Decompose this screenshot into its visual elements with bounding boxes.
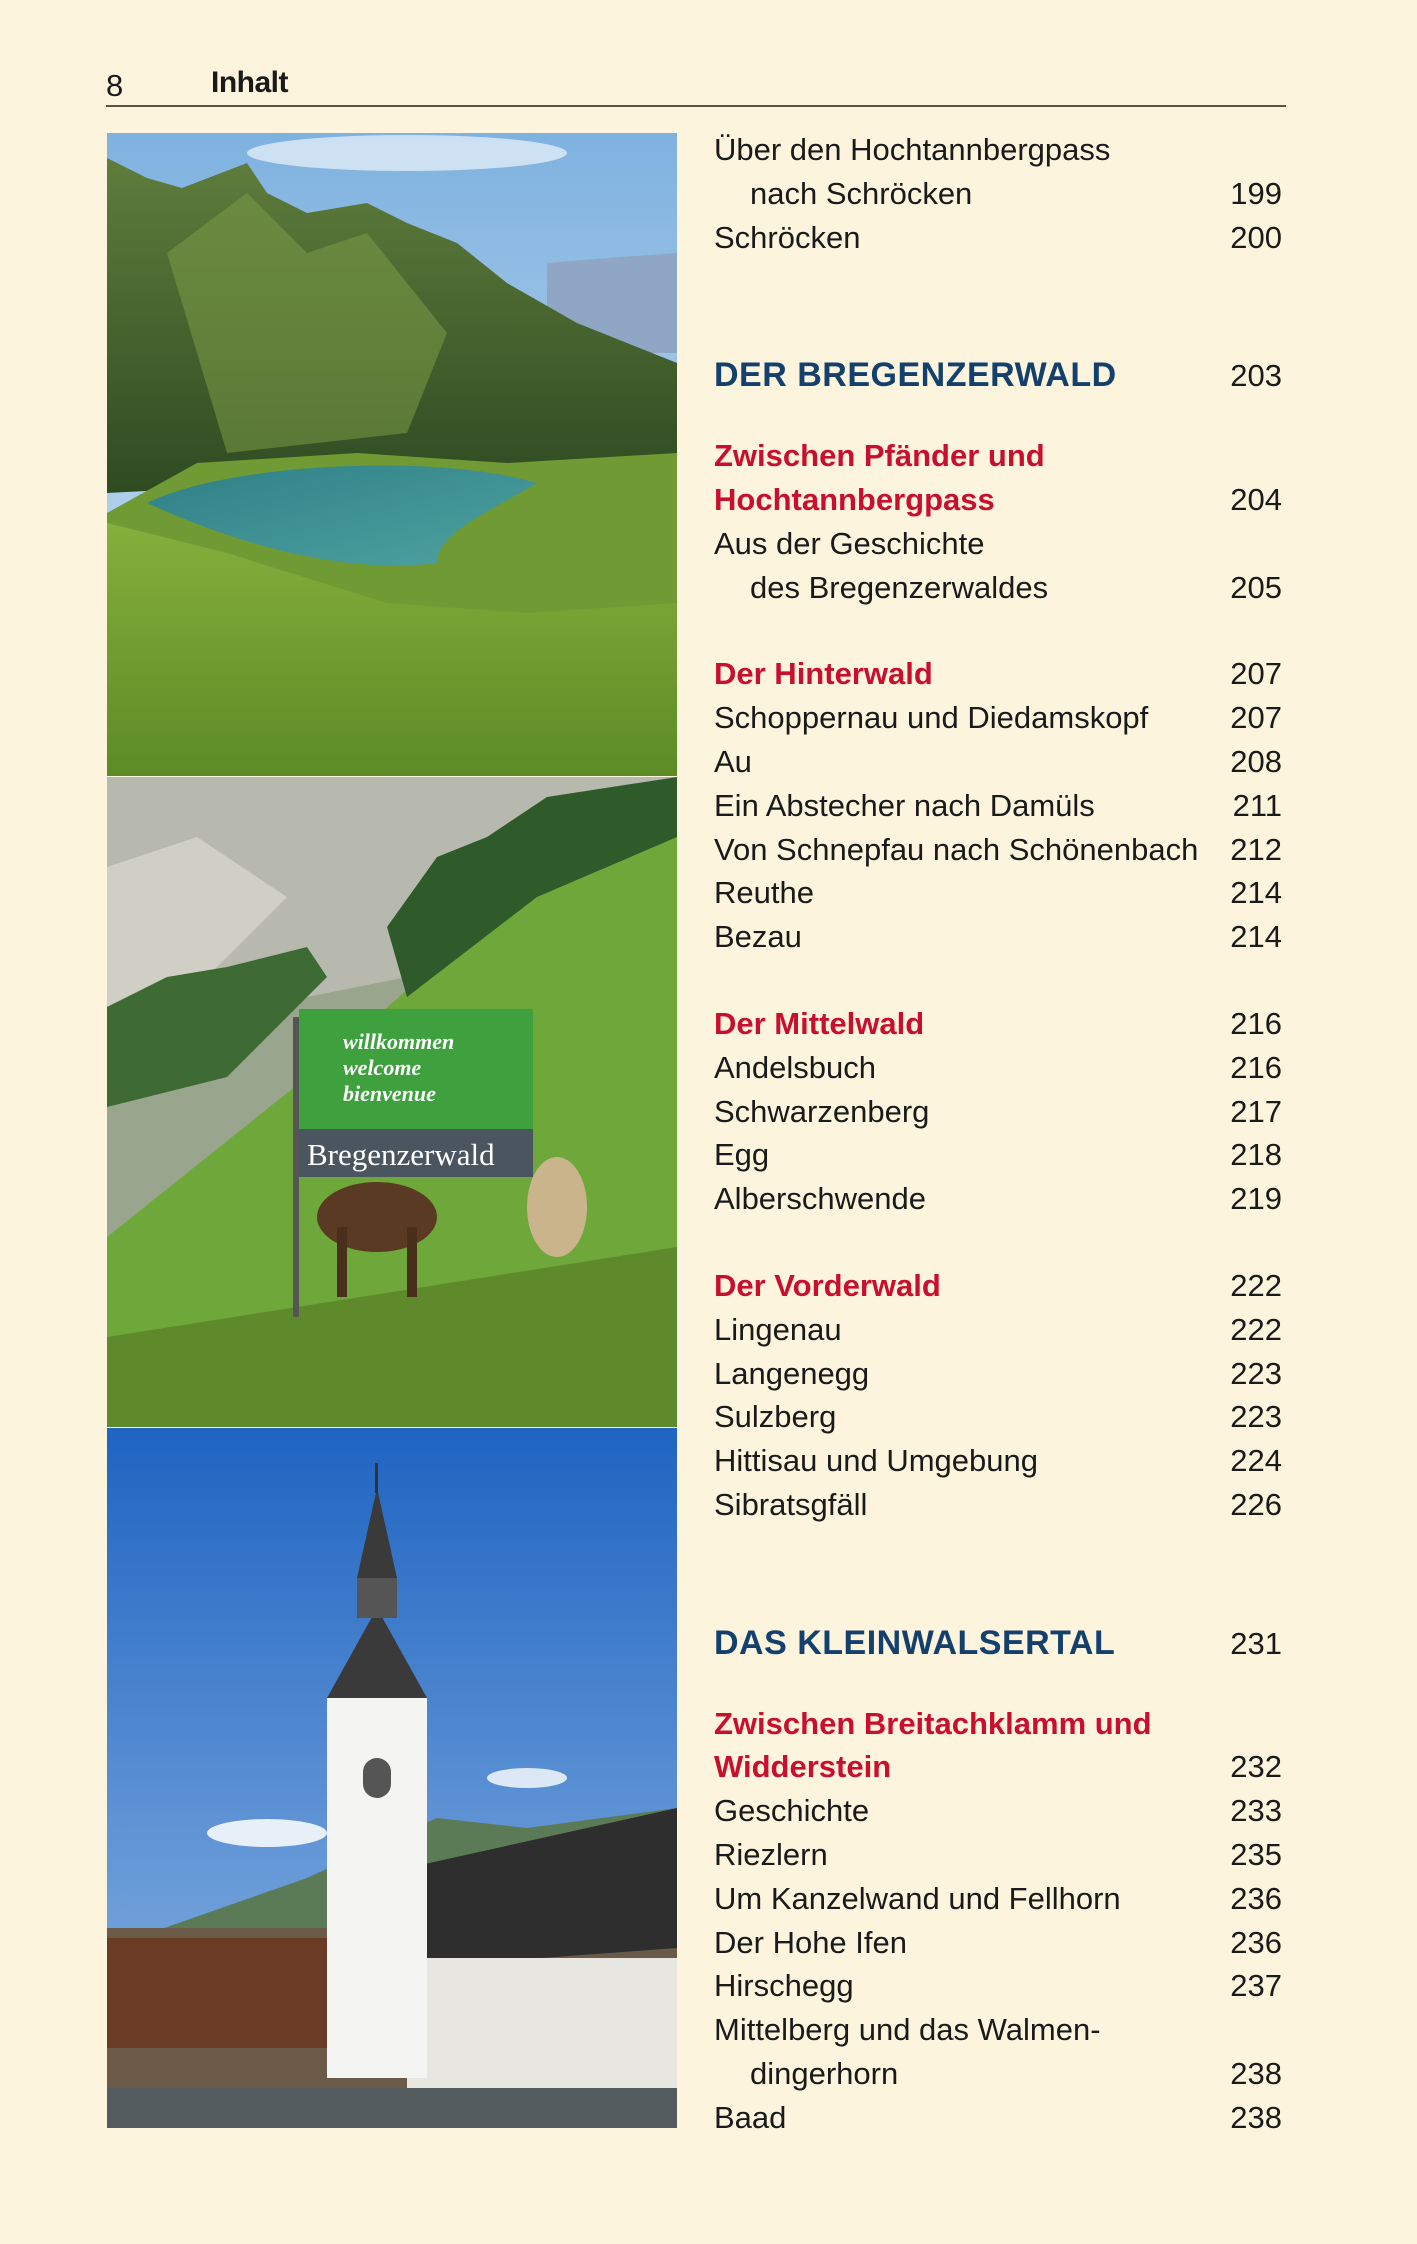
toc-title: nach Schröcken (750, 175, 973, 211)
toc-title: Sulzberg (714, 1399, 837, 1435)
toc-chapter[interactable] (714, 354, 1282, 398)
toc-title: Hirschegg (714, 1968, 854, 2004)
toc-page-number: 217 (1230, 1093, 1282, 1129)
toc-title: Der Mittelwald (714, 1005, 925, 1041)
toc-entry[interactable] (714, 915, 1282, 959)
sign-line-2: welcome (343, 1055, 422, 1080)
toc-entry[interactable] (714, 1352, 1282, 1396)
toc-entry[interactable] (714, 128, 1282, 172)
toc-title: Der Hinterwald (714, 656, 933, 692)
toc-entry[interactable] (714, 1439, 1282, 1483)
toc-subsection[interactable] (714, 1002, 1282, 1046)
toc-title: Riezlern (714, 1836, 828, 1872)
toc-page-number: 223 (1230, 1355, 1282, 1391)
toc-title: Hochtannbergpass (714, 481, 995, 517)
toc-page-number: 199 (1230, 175, 1282, 211)
toc-title: Ein Abstecher nach Damüls (714, 787, 1095, 823)
section-title: Inhalt (211, 66, 288, 99)
toc-page-number: 235 (1230, 1836, 1282, 1872)
toc-page-number: 222 (1230, 1267, 1282, 1303)
toc-subsection[interactable] (714, 478, 1282, 522)
toc-title: Der Vorderwald (714, 1267, 941, 1303)
page-number: 8 (106, 68, 124, 103)
toc-page-number: 238 (1230, 2099, 1282, 2135)
toc-title: Andelsbuch (714, 1049, 877, 1085)
toc-entry[interactable] (714, 784, 1282, 828)
photo-bregenzerwald-sign (107, 777, 677, 1427)
toc-entry[interactable] (714, 1964, 1282, 2008)
toc-title: Geschichte (714, 1793, 870, 1829)
toc-title: Schoppernau und Diedamskopf (714, 700, 1149, 736)
toc-entry[interactable] (714, 1877, 1282, 1921)
toc-title: Langenegg (714, 1355, 870, 1391)
toc-page-number: 208 (1230, 743, 1282, 779)
toc-title: Von Schnepfau nach Schönenbach (714, 831, 1199, 867)
toc-title: Alberschwende (714, 1181, 926, 1217)
toc-title: Au (714, 743, 752, 779)
sign-name: Bregenzerwald (307, 1137, 495, 1172)
toc-title: Widderstein (714, 1749, 892, 1785)
photo-mountain-lake (107, 133, 677, 776)
toc-page-number: 232 (1230, 1749, 1282, 1785)
toc-title: dingerhorn (750, 2055, 899, 2091)
toc-entry[interactable] (714, 1921, 1282, 1965)
toc-entry[interactable] (714, 1090, 1282, 1134)
header-rule (106, 105, 1286, 107)
toc-entry[interactable] (714, 1133, 1282, 1177)
toc-page-number: 233 (1230, 1793, 1282, 1829)
toc-title: Sibratsgfäll (714, 1486, 868, 1522)
sign-line-3: bienvenue (343, 1081, 436, 1106)
toc-entry[interactable] (714, 1308, 1282, 1352)
toc-title: Zwischen Breitachklamm und (714, 1705, 1152, 1741)
toc-page-number: 207 (1230, 700, 1282, 736)
toc-entry[interactable] (714, 172, 1282, 216)
toc-page-number: 204 (1230, 481, 1282, 517)
toc-title: Baad (714, 2099, 787, 2135)
toc-page-number: 200 (1230, 219, 1282, 255)
toc-title: DAS KLEINWALSERTAL (714, 1623, 1116, 1662)
toc-title: Über den Hochtannbergpass (714, 132, 1111, 167)
toc-entry[interactable] (714, 216, 1282, 260)
toc-title: Der Hohe Ifen (714, 1924, 907, 1960)
toc-entry[interactable] (714, 2052, 1282, 2096)
toc-entry[interactable] (714, 522, 1282, 566)
toc-entry[interactable] (714, 828, 1282, 872)
toc-entry[interactable] (714, 740, 1282, 784)
toc-page-number: 211 (1232, 787, 1282, 823)
toc-entry[interactable] (714, 2096, 1282, 2140)
toc-entry[interactable] (714, 1177, 1282, 1221)
toc-page-number: 236 (1230, 1924, 1282, 1960)
toc-entry[interactable] (714, 1395, 1282, 1439)
toc-page-number: 218 (1230, 1137, 1282, 1173)
toc-subsection[interactable] (714, 1745, 1282, 1789)
toc-subsection[interactable] (714, 1264, 1282, 1308)
toc-title: Bezau (714, 919, 802, 955)
toc-title: Reuthe (714, 875, 814, 911)
toc-page-number: 237 (1230, 1968, 1282, 2004)
toc-page-number: 207 (1230, 656, 1282, 692)
toc-title: Um Kanzelwand und Fellhorn (714, 1880, 1121, 1916)
toc-page-number: 226 (1230, 1486, 1282, 1522)
toc-page-number: 205 (1230, 569, 1282, 605)
photo-church-village (107, 1428, 677, 2128)
toc-title: Schwarzenberg (714, 1093, 930, 1129)
toc-entry[interactable] (714, 1483, 1282, 1527)
sign-line-1: willkommen (343, 1029, 455, 1054)
toc-entry[interactable] (714, 696, 1282, 740)
toc-entry[interactable] (714, 1833, 1282, 1877)
toc-page-number: 219 (1230, 1181, 1282, 1217)
toc-subsection[interactable] (714, 1702, 1282, 1746)
toc-title: Aus der Geschichte (714, 525, 985, 561)
toc-page-number: 214 (1230, 875, 1282, 911)
toc-entry[interactable] (714, 2008, 1282, 2052)
toc-title: DER BREGENZERWALD (714, 356, 1117, 395)
toc-page-number: 238 (1230, 2055, 1282, 2091)
toc-page-number: 236 (1230, 1880, 1282, 1916)
toc-page-number: 216 (1230, 1049, 1282, 1085)
toc-page-number: 216 (1230, 1005, 1282, 1041)
toc-chapter[interactable] (714, 1622, 1282, 1666)
toc-entry[interactable] (714, 871, 1282, 915)
table-of-contents (714, 128, 1282, 2139)
toc-title: Egg (714, 1137, 770, 1173)
toc-title: Mittelberg und das Walmen- (714, 2012, 1101, 2048)
toc-page-number: 222 (1230, 1311, 1282, 1347)
toc-page-number: 223 (1230, 1399, 1282, 1435)
toc-title: Lingenau (714, 1311, 842, 1347)
toc-title: Hittisau und Umgebung (714, 1443, 1038, 1479)
toc-entry[interactable] (714, 1789, 1282, 1833)
toc-page-number: 203 (1230, 358, 1282, 394)
toc-page-number: 212 (1230, 831, 1282, 867)
toc-subsection[interactable] (714, 652, 1282, 696)
toc-page-number: 214 (1230, 919, 1282, 955)
toc-entry[interactable] (714, 566, 1282, 610)
toc-page-number: 231 (1230, 1625, 1282, 1661)
photo-column (107, 133, 677, 2128)
toc-page-number: 224 (1230, 1443, 1282, 1479)
toc-title: Schröcken (714, 219, 861, 255)
toc-title: Zwischen Pfänder und (714, 438, 1045, 474)
toc-subsection[interactable] (714, 434, 1282, 478)
toc-entry[interactable] (714, 1046, 1282, 1090)
toc-title: des Bregenzerwaldes (750, 569, 1049, 605)
